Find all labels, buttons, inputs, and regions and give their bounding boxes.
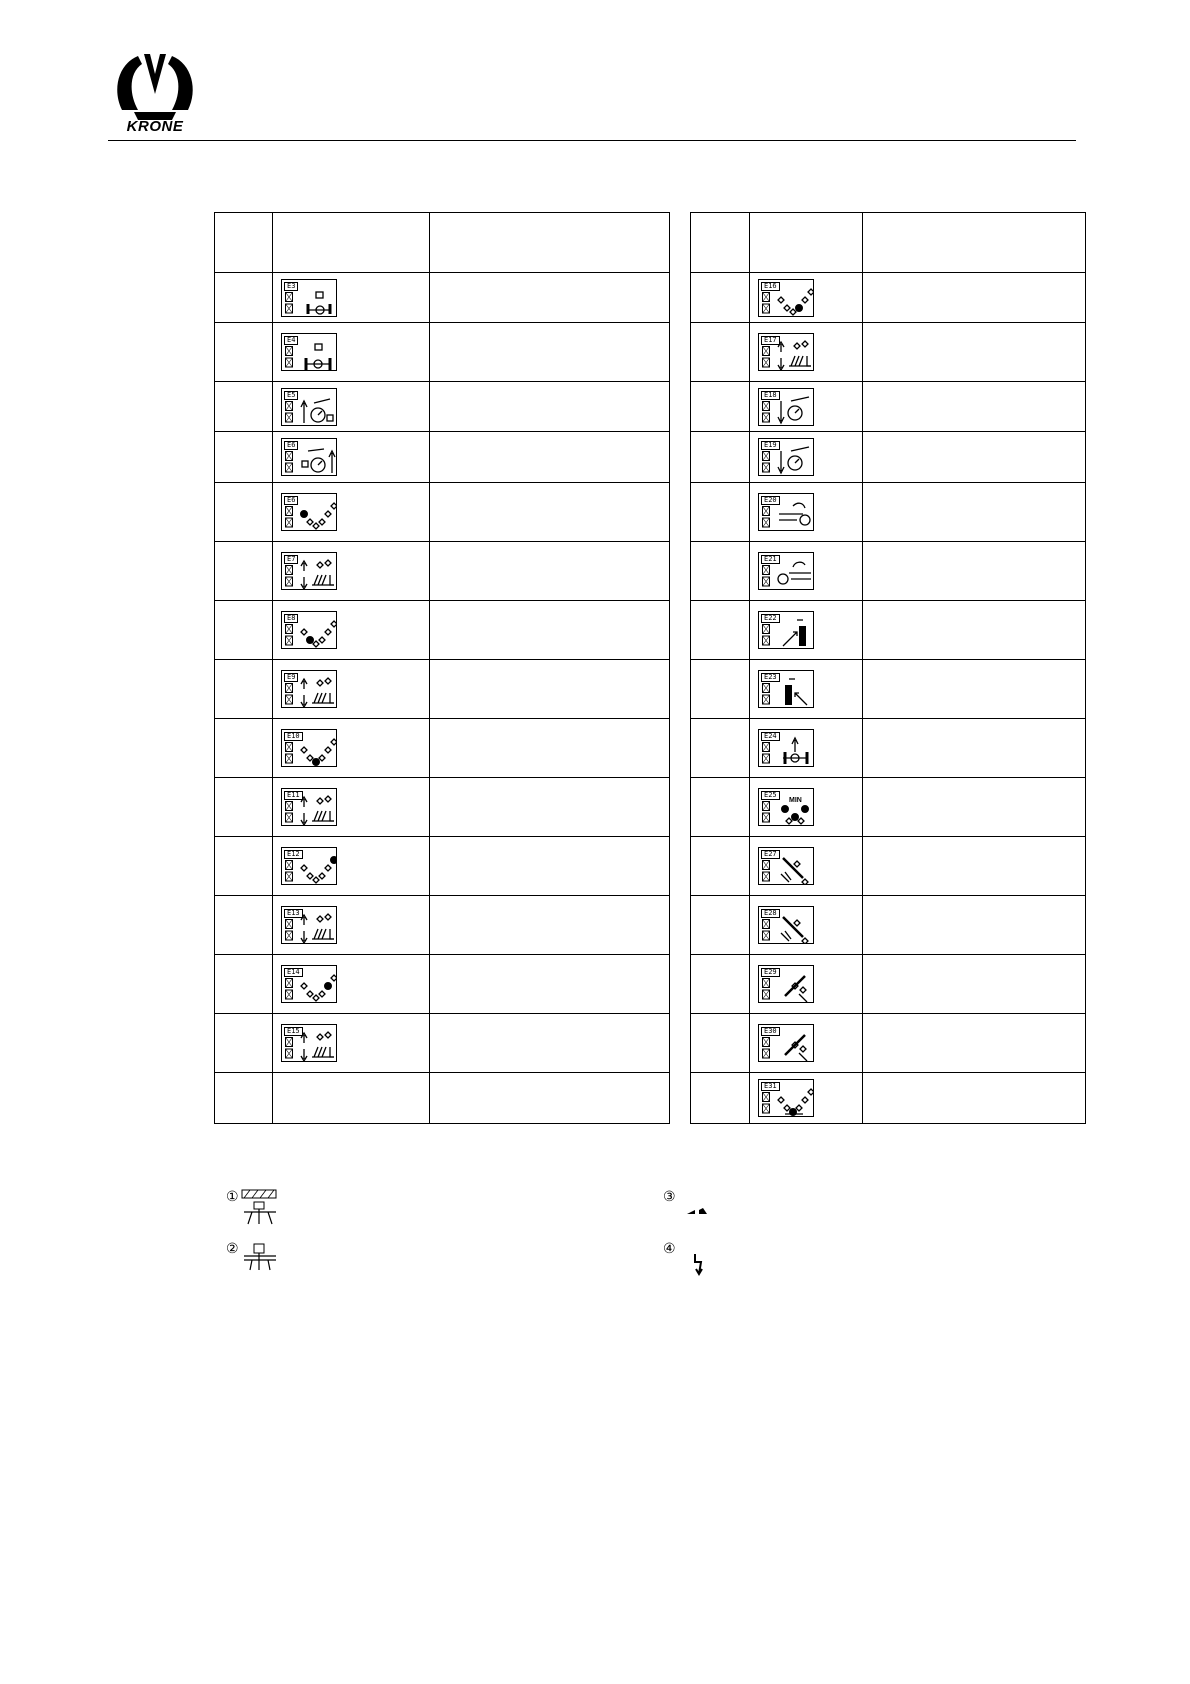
icon-cell <box>273 1014 430 1073</box>
number-cell <box>215 323 273 382</box>
description-cell <box>430 1014 670 1073</box>
number-cell <box>691 896 750 955</box>
display-screen-icon <box>758 1024 814 1062</box>
table-row <box>691 1073 1086 1124</box>
table-row <box>215 542 670 601</box>
number-cell <box>215 273 273 323</box>
hourglass-icon <box>762 919 770 941</box>
number-cell <box>215 542 273 601</box>
error-code-label: E17 <box>761 336 780 345</box>
hourglass-icon <box>762 401 770 423</box>
display-screen-icon <box>281 788 337 826</box>
description-cell <box>430 955 670 1014</box>
hourglass-icon <box>762 683 770 705</box>
number-cell <box>215 778 273 837</box>
display-screen-icon <box>758 847 814 885</box>
display-screen-icon <box>758 493 814 531</box>
icon-cell <box>750 1014 863 1073</box>
description-cell <box>430 778 670 837</box>
number-cell <box>691 323 750 382</box>
description-cell <box>863 896 1086 955</box>
number-cell <box>215 719 273 778</box>
table-row <box>215 778 670 837</box>
error-code-label: E21 <box>761 555 780 564</box>
description-cell <box>863 483 1086 542</box>
swath-left-icon <box>777 500 813 530</box>
hourglass-icon <box>762 292 770 314</box>
display-screen-icon <box>281 552 337 590</box>
error-code-label: E9 <box>284 673 298 682</box>
number-cell <box>215 1073 273 1124</box>
table-row <box>691 955 1086 1014</box>
legend-number: ③ <box>663 1188 676 1204</box>
header-cell <box>691 213 750 273</box>
display-screen-icon <box>281 279 337 317</box>
display-screen-icon <box>758 906 814 944</box>
icon-cell <box>750 778 863 837</box>
hourglass-icon <box>285 683 293 705</box>
error-code-label: E19 <box>761 441 780 450</box>
number-cell <box>215 483 273 542</box>
rotor-left-front-icon <box>300 500 336 530</box>
display-screen-icon <box>281 729 337 767</box>
description-cell <box>430 1073 670 1124</box>
error-code-label: E10 <box>284 732 303 741</box>
display-screen-icon <box>281 438 337 476</box>
table-header-row <box>691 213 1086 273</box>
error-code-label: E14 <box>284 968 303 977</box>
rotor-raise-lower-icon <box>300 677 336 707</box>
description-cell <box>863 273 1086 323</box>
error-code-label: E23 <box>761 673 780 682</box>
description-cell <box>430 542 670 601</box>
right-code-table <box>690 212 1086 1124</box>
table-row <box>691 542 1086 601</box>
error-code-label: E25 <box>761 791 780 800</box>
number-cell <box>691 483 750 542</box>
error-code-label: E6 <box>284 496 298 505</box>
table-row <box>691 896 1086 955</box>
description-cell <box>430 323 670 382</box>
number-cell <box>691 542 750 601</box>
number-cell <box>215 955 273 1014</box>
electric-fault-icon <box>677 1240 717 1280</box>
hourglass-icon <box>285 742 293 764</box>
left-code-table <box>214 212 670 1124</box>
display-screen-icon <box>281 847 337 885</box>
icon-cell <box>273 483 430 542</box>
icon-cell <box>273 601 430 660</box>
display-screen-icon <box>758 1079 814 1117</box>
hourglass-icon <box>285 565 293 587</box>
description-cell <box>430 483 670 542</box>
table-row <box>691 778 1086 837</box>
display-screen-icon <box>758 729 814 767</box>
number-cell <box>215 382 273 432</box>
hourglass-icon <box>285 624 293 646</box>
number-cell <box>215 1014 273 1073</box>
table-row <box>215 432 670 483</box>
error-code-label: E28 <box>761 909 780 918</box>
display-screen-icon <box>281 611 337 649</box>
display-screen-icon <box>758 438 814 476</box>
lift-down-icon <box>777 395 813 425</box>
table-row <box>215 837 670 896</box>
axle-lock-icon <box>300 340 336 370</box>
hourglass-icon <box>285 401 293 423</box>
display-screen-icon <box>758 965 814 1003</box>
lift-up-lock-icon <box>300 395 336 425</box>
legend-number: ④ <box>663 1240 676 1256</box>
rotor-right-rear-icon <box>777 286 813 316</box>
table-row <box>691 273 1086 323</box>
error-code-label: E11 <box>284 791 303 800</box>
description-cell <box>430 896 670 955</box>
icon-cell <box>273 323 430 382</box>
legend-item <box>663 1188 723 1234</box>
display-screen-icon <box>281 1024 337 1062</box>
hourglass-icon <box>762 565 770 587</box>
error-code-label: E16 <box>761 282 780 291</box>
number-cell <box>215 837 273 896</box>
table-row <box>691 660 1086 719</box>
arm-right-icon <box>777 1031 813 1061</box>
hourglass-icon <box>762 801 770 823</box>
description-cell <box>863 542 1086 601</box>
icon-cell <box>750 273 863 323</box>
icon-cell <box>273 955 430 1014</box>
table-row <box>215 483 670 542</box>
legend-number: ① <box>226 1188 239 1204</box>
error-code-label: E15 <box>284 1027 303 1036</box>
rotor-right-mid-icon <box>300 972 336 1002</box>
number-cell <box>691 837 750 896</box>
table-row <box>691 837 1086 896</box>
description-cell <box>863 432 1086 483</box>
lift-down-icon <box>777 445 813 475</box>
hourglass-icon <box>762 451 770 473</box>
connector-icon <box>677 1188 717 1228</box>
display-screen-icon <box>281 906 337 944</box>
rotor-center-icon <box>777 1086 813 1116</box>
rotor-raise-lower-icon <box>300 1031 336 1061</box>
error-code-label: E3 <box>284 282 298 291</box>
icon-cell <box>273 719 430 778</box>
description-cell <box>430 837 670 896</box>
arm-right-icon <box>777 972 813 1002</box>
icon-cell <box>750 432 863 483</box>
icon-cell <box>750 483 863 542</box>
number-cell <box>691 432 750 483</box>
number-cell <box>691 1073 750 1124</box>
hourglass-icon <box>762 860 770 882</box>
display-screen-icon <box>758 552 814 590</box>
error-code-label: E7 <box>284 555 298 564</box>
number-cell <box>691 382 750 432</box>
table-row <box>691 382 1086 432</box>
icon-cell <box>750 323 863 382</box>
legend-item <box>226 1240 286 1286</box>
icon-cell <box>273 382 430 432</box>
svg-text:MIN: MIN <box>789 797 802 804</box>
table-row <box>215 896 670 955</box>
hourglass-icon <box>762 742 770 764</box>
description-cell <box>863 955 1086 1014</box>
arm-left-icon <box>777 913 813 943</box>
icon-cell <box>750 660 863 719</box>
rotor-raise-lower-icon <box>300 913 336 943</box>
arm-left-icon <box>777 854 813 884</box>
legend-item <box>226 1188 286 1234</box>
header-rule <box>108 140 1076 141</box>
hourglass-icon <box>762 506 770 528</box>
hourglass-icon <box>285 919 293 941</box>
error-code-label: E6 <box>284 441 298 450</box>
description-cell <box>863 601 1086 660</box>
error-code-label: E22 <box>761 614 780 623</box>
display-screen-icon <box>758 279 814 317</box>
number-cell <box>691 1014 750 1073</box>
display-screen-icon <box>281 670 337 708</box>
number-cell <box>691 601 750 660</box>
description-cell <box>863 837 1086 896</box>
description-cell <box>430 273 670 323</box>
table-row <box>691 601 1086 660</box>
error-code-label: E20 <box>761 496 780 505</box>
error-code-label: E4 <box>284 336 298 345</box>
brand-wordmark: KRONE <box>126 118 184 135</box>
description-cell <box>430 660 670 719</box>
table-row <box>691 483 1086 542</box>
table-row <box>215 660 670 719</box>
error-code-label: E13 <box>284 909 303 918</box>
error-code-label: E5 <box>284 391 298 400</box>
hourglass-icon <box>762 1092 770 1114</box>
error-code-label: E12 <box>284 850 303 859</box>
icon-cell <box>273 778 430 837</box>
hourglass-icon <box>762 346 770 368</box>
hourglass-icon <box>285 978 293 1000</box>
description-cell <box>430 432 670 483</box>
icon-cell <box>750 837 863 896</box>
error-code-label: E8 <box>284 614 298 623</box>
icon-cell <box>750 382 863 432</box>
header-cell <box>273 213 430 273</box>
rotor-raise-lower-icon <box>777 340 813 370</box>
hourglass-icon <box>285 346 293 368</box>
table-row <box>691 1014 1086 1073</box>
number-cell <box>691 778 750 837</box>
display-screen-icon <box>758 388 814 426</box>
table-row <box>215 382 670 432</box>
rotor-min-icon <box>777 795 813 825</box>
number-cell <box>215 896 273 955</box>
number-cell <box>691 955 750 1014</box>
table-row <box>691 432 1086 483</box>
description-cell <box>863 719 1086 778</box>
description-cell <box>863 382 1086 432</box>
table-row <box>215 1014 670 1073</box>
hourglass-icon <box>285 451 293 473</box>
sensor-free-icon <box>240 1240 280 1280</box>
rotor-left-mid-icon <box>300 618 336 648</box>
display-screen-icon <box>758 611 814 649</box>
icon-cell <box>273 660 430 719</box>
hitch-lock-icon <box>300 286 336 316</box>
header-cell <box>215 213 273 273</box>
display-screen-icon <box>758 333 814 371</box>
icon-cell <box>273 542 430 601</box>
rotor-right-front-icon <box>300 854 336 884</box>
display-screen-icon <box>281 333 337 371</box>
description-cell <box>430 382 670 432</box>
sensor-damped-icon <box>240 1188 280 1228</box>
icon-cell <box>750 601 863 660</box>
icon-cell <box>750 542 863 601</box>
description-cell <box>863 1014 1086 1073</box>
axle-raise-icon <box>777 736 813 766</box>
display-screen-icon <box>281 388 337 426</box>
error-code-label: E27 <box>761 850 780 859</box>
hourglass-icon <box>285 292 293 314</box>
header-cell <box>863 213 1086 273</box>
table-header-row <box>215 213 670 273</box>
number-cell <box>215 660 273 719</box>
icon-cell <box>750 1073 863 1124</box>
number-cell <box>691 660 750 719</box>
description-cell <box>863 778 1086 837</box>
table-row <box>215 1073 670 1124</box>
rotor-raise-lower-icon <box>300 795 336 825</box>
hourglass-icon <box>285 801 293 823</box>
error-code-label: E18 <box>761 391 780 400</box>
table-row <box>215 323 670 382</box>
icon-cell <box>273 896 430 955</box>
display-screen-icon <box>281 965 337 1003</box>
display-screen-icon <box>758 670 814 708</box>
table-row <box>215 719 670 778</box>
rotor-left-rear-icon <box>300 736 336 766</box>
rotor-raise-lower-icon <box>300 559 336 589</box>
table-row <box>215 601 670 660</box>
description-cell <box>430 719 670 778</box>
description-cell <box>863 660 1086 719</box>
swath-right-icon <box>777 559 813 589</box>
description-cell <box>863 323 1086 382</box>
display-screen-icon <box>758 788 814 826</box>
lock-lift-up-icon <box>300 445 336 475</box>
icon-cell <box>273 273 430 323</box>
table-row <box>691 719 1086 778</box>
header-cell <box>430 213 670 273</box>
legend-item <box>663 1240 723 1286</box>
icon-cell <box>750 896 863 955</box>
error-code-label: E24 <box>761 732 780 741</box>
cylinder-out-icon <box>777 618 813 648</box>
hourglass-icon <box>285 1037 293 1059</box>
error-code-label: E30 <box>761 1027 780 1036</box>
table-row <box>691 323 1086 382</box>
table-row <box>215 955 670 1014</box>
hourglass-icon <box>285 860 293 882</box>
table-row <box>215 273 670 323</box>
hourglass-icon <box>762 624 770 646</box>
hourglass-icon <box>762 978 770 1000</box>
icon-cell <box>273 432 430 483</box>
number-cell <box>691 273 750 323</box>
error-code-label: E31 <box>761 1082 780 1091</box>
icon-cell <box>750 719 863 778</box>
hourglass-icon <box>762 1037 770 1059</box>
description-cell <box>863 1073 1086 1124</box>
legend-number: ② <box>226 1240 239 1256</box>
display-screen-icon <box>281 493 337 531</box>
hourglass-icon <box>285 506 293 528</box>
icon-cell <box>273 1073 430 1124</box>
number-cell <box>691 719 750 778</box>
error-code-label: E29 <box>761 968 780 977</box>
cylinder-in-icon <box>777 677 813 707</box>
icon-cell <box>273 837 430 896</box>
header-cell <box>750 213 863 273</box>
number-cell <box>215 601 273 660</box>
description-cell <box>430 601 670 660</box>
number-cell <box>215 432 273 483</box>
icon-cell <box>750 955 863 1014</box>
